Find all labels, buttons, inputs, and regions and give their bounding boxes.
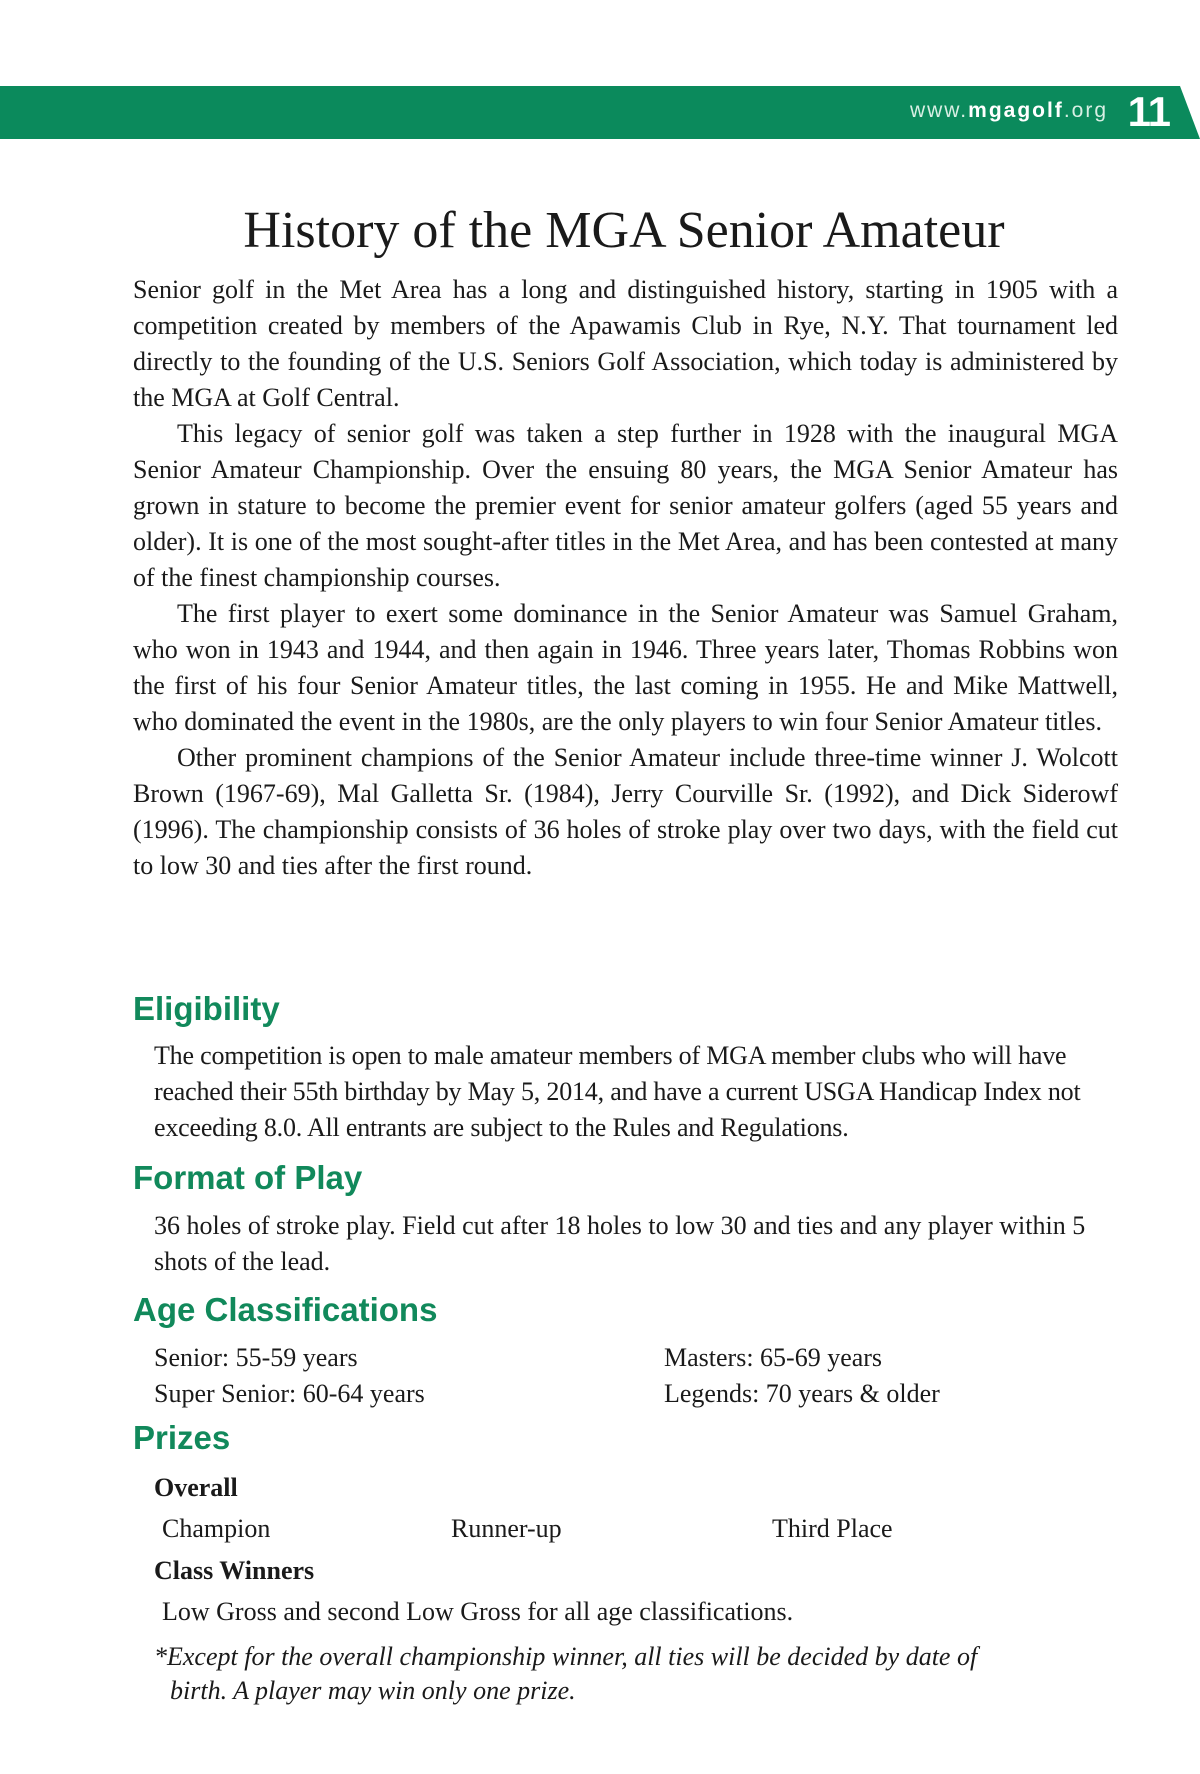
history-section [133,272,1118,884]
age-class-masters: Masters: 65-69 years [664,1343,883,1372]
history-paragraph: Other prominent champions of the Senior Amateur include three-time winner J. Wolcott Brown (1967-69), Mal Galletta Sr. (1984), Jerry Courville Sr. (1992), and Dick Siderowf (1996). The championship consists of 36 holes of stroke play over two days, with the field cut to low 30 and ties after the first round. [133,743,1118,880]
prize-champion: Champion [162,1514,271,1543]
prizes-overall-label: Overall [154,1473,238,1502]
prize-runner-up: Runner-up [451,1514,562,1543]
site-url: www.mgagolf.org [909,99,1108,122]
page-number: 11 [1127,88,1170,135]
prize-third-place: Third Place [772,1514,893,1543]
footnote-line-2: birth. A player may win only one prize. [170,1676,576,1705]
age-class-super-senior: Super Senior: 60-64 years [154,1379,425,1408]
eligibility-heading: Eligibility [133,990,280,1027]
prizes-class-winners-text: Low Gross and second Low Gross for all age classifications. [162,1597,794,1626]
age-class-legends: Legends: 70 years & older [664,1379,940,1408]
eligibility-text: The competition is open to male amateur members of MGA member clubs who will have reached their 55th birthday by May 5, 2014, and have a current USGA Handicap Index not exceeding 8.0. All entrants are subject to the Rules and Regulations. [154,1041,1081,1142]
footnote-line-1: *Except for the overall championship winner, all ties will be decided by date of [154,1642,978,1671]
prizes-class-winners-label: Class Winners [154,1556,315,1585]
prizes-heading: Prizes [133,1419,231,1456]
page-title: History of the MGA Senior Amateur [243,202,1005,259]
prizes-footnote [154,1640,1114,1708]
format-of-play-text: 36 holes of stroke play. Field cut after 18 holes to low 30 and ties and any player within 5 shots of the lead. [154,1211,1086,1276]
history-paragraph: This legacy of senior golf was taken a step further in 1928 with the inaugural MGA Senior Amateur Championship. Over the ensuing 80 years, the MGA Senior Amateur has grown in stature to become the premier event for senior amateur golfers (aged 55 years and older). It is one of the most sought-after titles in the Met Area, and has been contested at many of the finest championship courses. [133,419,1118,592]
format-of-play-heading: Format of Play [133,1159,363,1196]
age-classifications-heading: Age Classifications [133,1291,438,1328]
history-paragraph: The first player to exert some dominance in the Senior Amateur was Samuel Graham, who won in 1943 and 1944, and then again in 1946. Three years later, Thomas Robbins won the first of his four Senior Amateur titles, the last coming in 1955. He and Mike Mattwell, who dominated the event in the 1980s, are the only players to win four Senior Amateur titles. [133,599,1118,736]
age-class-senior: Senior: 55-59 years [154,1343,358,1372]
history-paragraph: Senior golf in the Met Area has a long and distinguished history, starting in 1905 with a competition created by members of the Apawamis Club in Rye, N.Y. That tournament led directly to the founding of the U.S. Seniors Golf Association, which today is administered by the MGA at Golf Central. [133,275,1118,412]
